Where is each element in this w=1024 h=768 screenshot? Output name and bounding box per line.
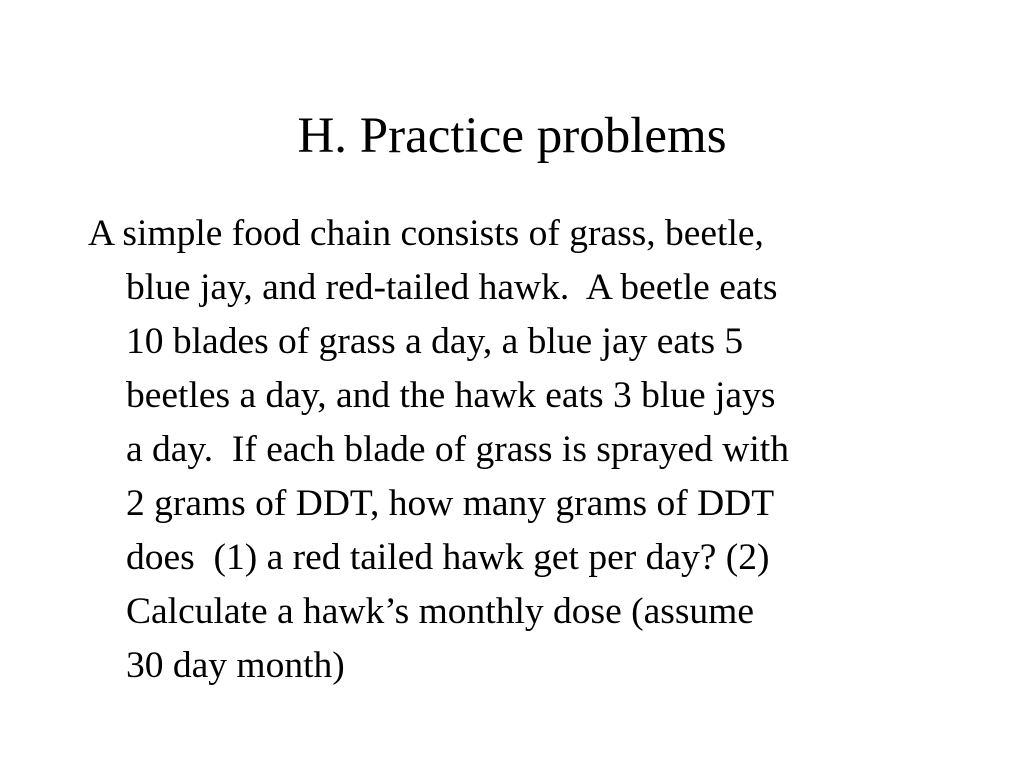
problem-line: a day. If each blade of grass is sprayed with: [126, 429, 789, 470]
problem-line: blue jay, and red-tailed hawk. A beetle eats: [126, 267, 778, 308]
problem-line: Calculate a hawk’s monthly dose (assume: [126, 591, 754, 632]
problem-line: 10 blades of grass a day, a blue jay eats 5: [126, 321, 744, 362]
problem-line: does (1) a red tailed hawk get per day? (2): [126, 537, 770, 578]
problem-text: [88, 207, 958, 693]
problem-line: beetles a day, and the hawk eats 3 blue jays: [126, 375, 776, 416]
problem-line: A simple food chain consists of grass, beetle,: [88, 213, 764, 254]
problem-line: 30 day month): [126, 645, 345, 686]
problem-line: 2 grams of DDT, how many grams of DDT: [126, 483, 775, 524]
slide-title: H. Practice problems: [297, 108, 727, 164]
